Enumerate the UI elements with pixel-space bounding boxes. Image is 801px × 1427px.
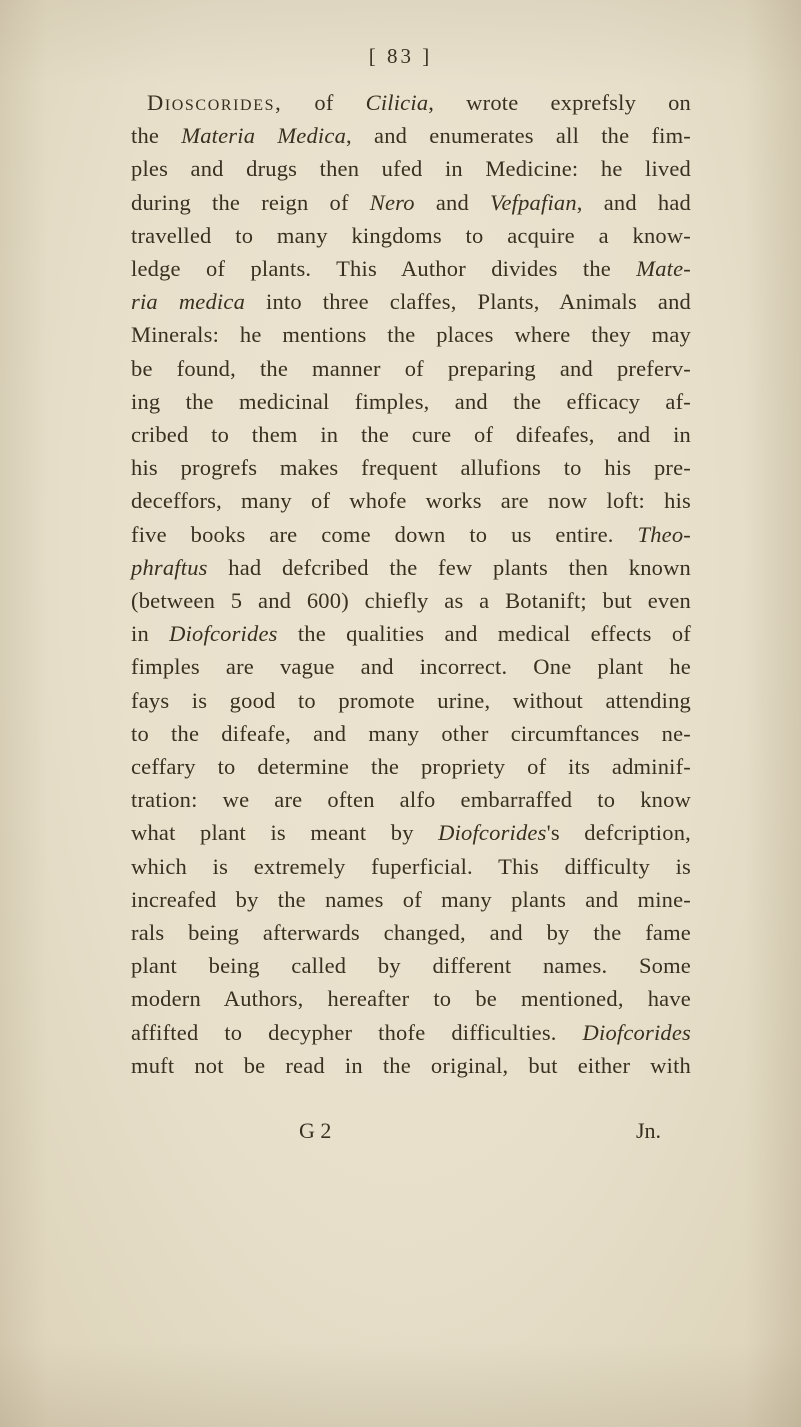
text-line	[131, 484, 691, 517]
text-line	[131, 1049, 691, 1082]
text-segment: fays is good to promote urine, without attending	[131, 687, 691, 713]
text-line	[131, 186, 691, 219]
text-segment: muft not be read in the original, but either with	[131, 1052, 691, 1078]
text-segment: what plant is meant by	[131, 820, 439, 846]
text-segment: 's defcription,	[546, 820, 691, 846]
text-line	[131, 219, 691, 252]
text-segment: Nero	[369, 189, 415, 215]
text-line	[131, 650, 691, 683]
signature-mark: G 2	[299, 1118, 332, 1143]
page-footer	[131, 1118, 691, 1152]
text-segment: the qualities and medical effects of	[277, 621, 691, 647]
text-segment: deceffors, many of whofe works are now loft: his	[131, 488, 691, 514]
text-line	[131, 318, 691, 351]
text-line	[131, 119, 691, 152]
text-line	[131, 949, 691, 982]
text-segment: ria medica	[131, 289, 246, 315]
text-segment: Materia Medica	[181, 123, 347, 149]
lead-word: Dioscorides,	[147, 90, 283, 115]
text-line	[131, 850, 691, 883]
text-segment: the	[131, 123, 182, 149]
text-segment: during the reign of	[131, 189, 370, 215]
text-segment: ples and drugs then ufed in Medicine: he lived	[131, 156, 691, 182]
text-line	[131, 584, 691, 617]
text-segment: Vefpafian	[490, 189, 577, 215]
text-segment: which is extremely fuperficial. This difficulty is	[131, 853, 691, 879]
text-line	[131, 418, 691, 451]
body-text	[131, 86, 691, 1082]
text-segment: ledge of plants. This Author divides the	[131, 256, 637, 282]
text-line	[131, 252, 691, 285]
text-segment: in	[131, 621, 170, 647]
text-line	[131, 352, 691, 385]
text-line	[131, 617, 691, 650]
text-line	[131, 285, 691, 318]
text-segment: , and had	[576, 189, 691, 215]
text-line	[131, 518, 691, 551]
text-line	[131, 916, 691, 949]
text-segment: Diofcorides	[582, 1019, 691, 1045]
text-segment: increafed by the names of many plants and mine-	[131, 886, 691, 912]
text-segment: ing the medicinal fimples, and the efficacy af-	[131, 388, 691, 414]
text-segment: travelled to many kingdoms to acquire a know-	[131, 222, 691, 248]
text-line	[131, 816, 691, 849]
text-segment: Diofcorides	[438, 820, 547, 846]
text-segment: (between 5 and 600) chiefly as a Botanift; but even	[131, 588, 691, 614]
catchword: Jn.	[635, 1118, 661, 1143]
text-segment: Cilicia	[365, 90, 429, 115]
text-line	[131, 451, 691, 484]
text-line	[131, 717, 691, 750]
text-line	[131, 982, 691, 1015]
text-line	[131, 86, 691, 119]
text-segment: phraftus	[131, 554, 208, 580]
text-segment: Minerals: he mentions the places where they may	[131, 322, 691, 348]
text-segment: his progrefs makes frequent allufions to his pre-	[131, 455, 691, 481]
text-segment: , and enumerates all the fim-	[346, 123, 692, 149]
text-line	[131, 152, 691, 185]
text-segment: plant being called by different names. Some	[131, 953, 691, 979]
text-segment: Theo-	[637, 521, 691, 547]
text-segment: to the difeafe, and many other circumftances ne-	[131, 720, 691, 746]
text-segment: had defcribed the few plants then known	[207, 554, 691, 580]
text-segment: and	[414, 189, 490, 215]
text-line	[131, 883, 691, 916]
text-line	[131, 684, 691, 717]
text-segment: modern Authors, hereafter to be mentioned, have	[131, 986, 691, 1012]
text-segment: fimples are vague and incorrect. One plant he	[131, 654, 691, 680]
text-line	[131, 783, 691, 816]
text-segment: five books are come down to us entire.	[131, 521, 638, 547]
text-line	[131, 551, 691, 584]
text-segment: into three claffes, Plants, Animals and	[245, 289, 692, 315]
text-line	[131, 1016, 691, 1049]
text-segment: affifted to decypher thofe difficulties.	[131, 1019, 583, 1045]
page-number: [ 83 ]	[368, 44, 433, 68]
text-segment: tration: we are often alfo embarraffed to know	[131, 787, 691, 813]
text-segment: ceffary to determine the propriety of its adminif-	[131, 754, 691, 780]
text-line	[131, 385, 691, 418]
text-segment: Diofcorides	[169, 621, 278, 647]
text-segment: Mate-	[636, 256, 691, 282]
text-segment: rals being afterwards changed, and by the fame	[131, 920, 691, 946]
text-line	[131, 750, 691, 783]
text-segment: be found, the manner of preparing and preferv-	[131, 355, 691, 381]
text-segment: of	[282, 90, 366, 115]
text-segment: , wrote exprefsly on	[428, 90, 691, 115]
text-segment: cribed to them in the cure of difeafes, and in	[131, 422, 691, 448]
